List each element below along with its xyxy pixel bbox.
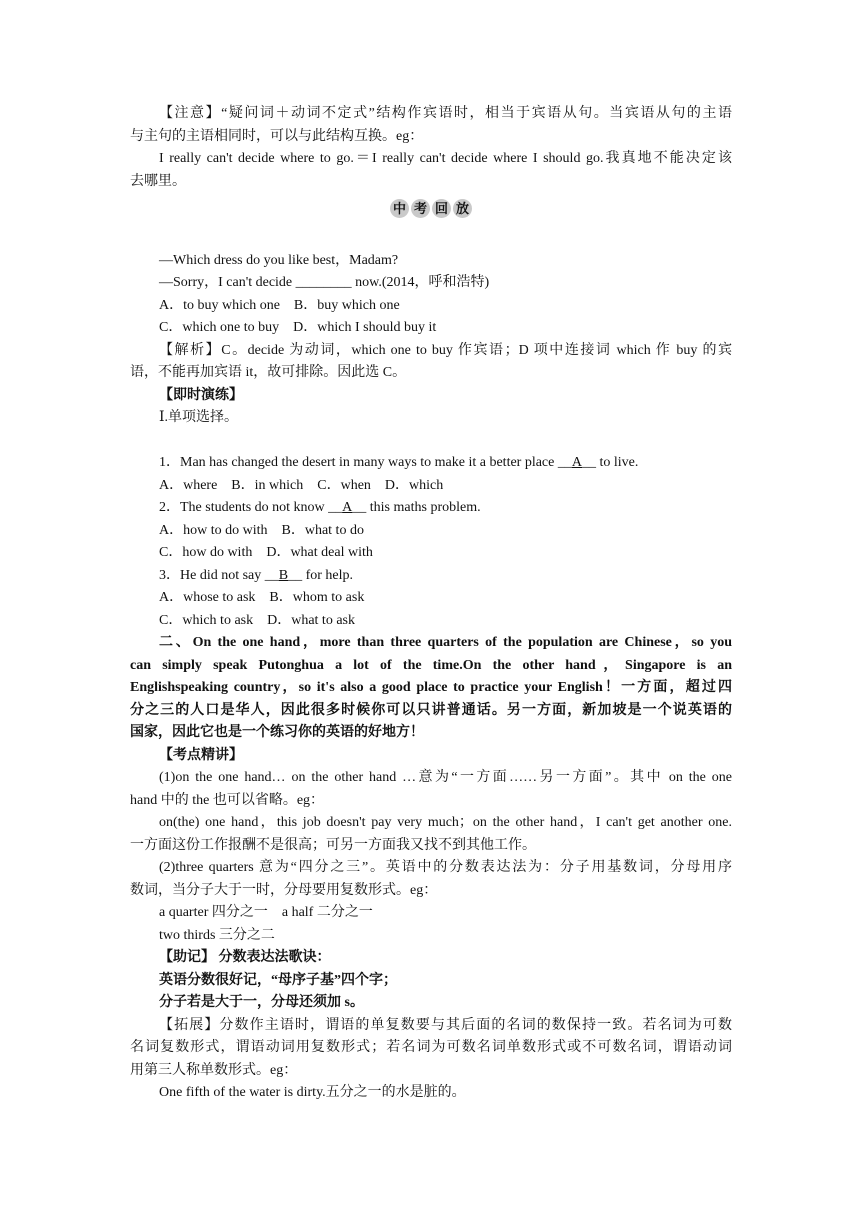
exam-options-cd: C．which one to buy D．which I should buy it (159, 320, 437, 335)
memo-line-1: 英语分数很好记，“母序子基”四个字； (159, 972, 397, 988)
section2-line-1: 二、On the one hand，more than three quarters of the population are Chinese，so you (159, 635, 732, 650)
exam-answer-line-1: 【解析】C。decide 为动词，which one to buy 作宾语；D 项中连接词 which 作 buy 的宾 (159, 342, 732, 358)
points-1-line-4: 一方面这份工作报酬不是很高；可另一方面我又找不到其他工作。 (130, 837, 536, 853)
answer-blank: B (278, 567, 289, 583)
mc-question-2: 2．The students do not know __A__ this maths problem. (159, 500, 481, 515)
note-line-3: I really can't decide where to go.＝I really can't decide where I should go.我真地不能决定该 (159, 151, 732, 166)
mc-question-3: 3．He did not say __B__ for help. (159, 567, 354, 583)
points-2-line-3: a quarter 四分之一 a half 二分之一 (159, 905, 373, 920)
exam-answer-line-2: 语，不能再加宾语 it，故可排除。因此选 C。 (130, 365, 407, 380)
memo-line-2: 分子若是大于一，分母还须加 s。 (159, 995, 364, 1010)
points-2-line-1: (2)three quarters 意为“四分之三”。英语中的分数表达法为：分子用基数词，分母用序 (159, 860, 732, 875)
banner-char: 回 (432, 199, 451, 218)
document-body (130, 103, 732, 1105)
section-heading: Ⅰ.单项选择。 (159, 410, 239, 425)
points-1-line-3: on(the) one hand，this job doesn't pay very much；on the other hand，I can't get another one. (159, 815, 732, 830)
exam-question-line-2: —Sorry，I can't decide ________ now.(2014，呼和浩特) (159, 275, 490, 290)
mc-question-1: 1．Man has changed the desert in many ways to make it a better place __A__ to live. (159, 455, 639, 470)
mc-options-2-cd: C．how do with D．what deal with (159, 545, 373, 560)
points-2-line-4: two thirds 三分之二 (159, 927, 275, 943)
answer-blank: A (571, 455, 582, 470)
section2-line-5: 国家，因此它也是一个练习你的英语的好地方！ (130, 725, 424, 740)
exam-question-line-1: —Which dress do you like best，Madam? (159, 252, 399, 268)
banner-char: 中 (390, 199, 409, 218)
extend-line-2: 名词复数形式，谓语动词用复数形式；若名词为可数名词单数形式或不可数名词，谓语动词 (130, 1040, 732, 1055)
extend-line-1: 【拓展】分数作主语时，谓语的单复数要与其后面的名词的数保持一致。若名词为可数 (159, 1017, 732, 1033)
banner-char: 放 (453, 199, 472, 218)
points-2-line-2: 数词，当分子大于一时，分母要用复数形式。eg： (130, 882, 438, 898)
mc-options-3-cd: C．which to ask D．what to ask (159, 612, 355, 628)
extend-line-4: One fifth of the water is dirty.五分之一的水是脏的。 (159, 1085, 466, 1100)
note-line-4: 去哪里。 (130, 173, 186, 189)
extend-line-3: 用第三人称单数形式。eg： (130, 1062, 298, 1078)
section-banner (130, 193, 732, 227)
exam-options-ab: A．to buy which one B．buy which one (159, 297, 400, 313)
section2-line-2: can simply speak Putonghua a lot of the time.On the other hand，Singapore is an (130, 657, 732, 673)
section2-line-3: Englishspeaking country，so it's also a good place to practice your English！一方面，超过四 (130, 680, 732, 695)
memo-heading: 【助记】 分数表达法歌诀： (159, 950, 331, 965)
answer-blank: A (342, 500, 353, 515)
note-line-2: 与主句的主语相同时，可以与此结构互换。eg： (130, 128, 424, 144)
mc-options-1: A．where B．in which C．when D．which (159, 477, 444, 493)
points-1-line-1: (1)on the one hand… on the other hand …意为“一方面……另一方面”。其中 on the one (159, 770, 732, 785)
mc-options-2-ab: A．how to do with B．what to do (159, 522, 364, 538)
practice-heading: 【即时演练】 (159, 387, 243, 403)
mc-options-3-ab: A．whose to ask B．whom to ask (159, 590, 365, 605)
banner-char: 考 (411, 199, 430, 218)
points-heading: 【考点精讲】 (159, 747, 243, 763)
points-1-line-2: hand 中的 the 也可以省略。eg： (130, 792, 325, 808)
section2-line-4: 分之三的人口是华人，因此很多时候你可以只讲普通话。另一方面，新加坡是一个说英语的 (130, 702, 732, 718)
note-line-1: 【注意】“疑问词＋动词不定式”结构作宾语时，相当于宾语从句。当宾语从句的主语 (159, 106, 732, 121)
